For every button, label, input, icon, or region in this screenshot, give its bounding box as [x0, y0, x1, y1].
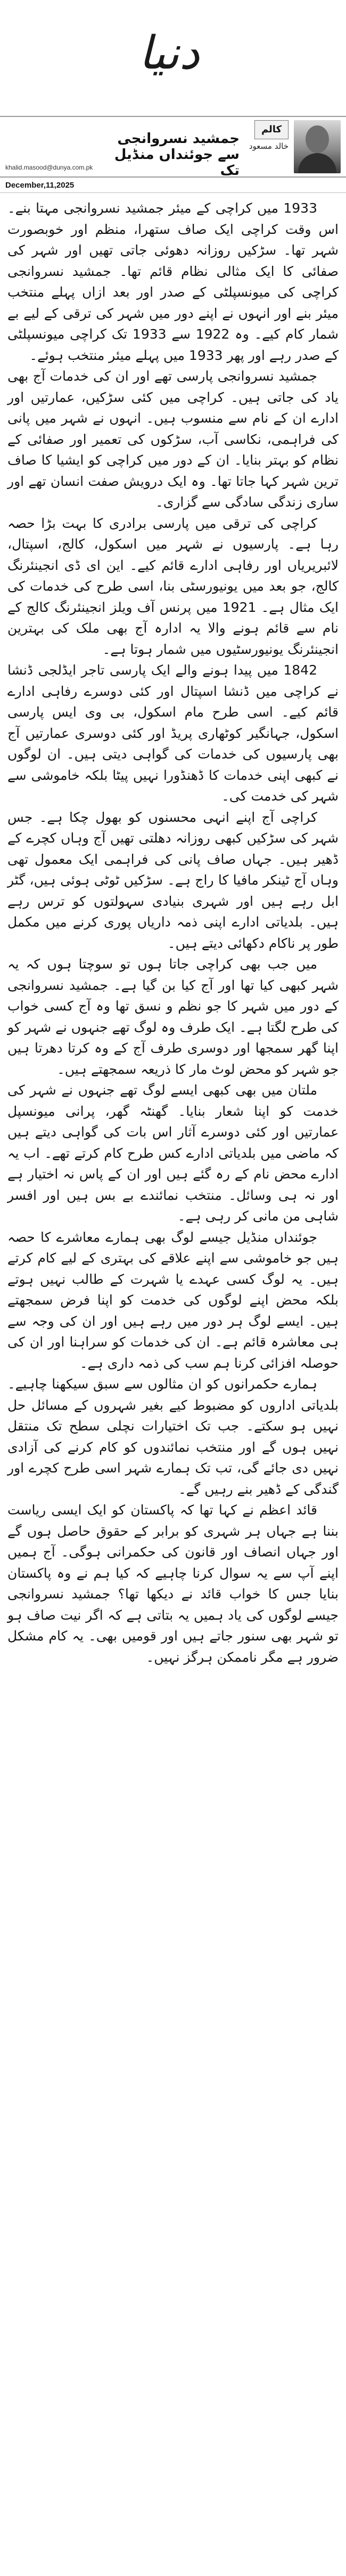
- article-paragraph: ملتان میں بھی کبھی ایسے لوگ تھے جنہوں نے شہر کی خدمت کو اپنا شعار بنایا۔ گھنٹہ گھر، پرانی میونسپل عمارتیں اور کئی دوسرے آثار اس بات کی گواہی دیتے ہیں کہ ماضی میں بلدیاتی ادارے کس طرح کام کرتے تھے۔ اب یہ ادارے محض نام کے رہ گئے ہیں اور ان کے پاس نہ اختیار ہے اور نہ ہی وسائل۔ منتخب نمائندے بے بس ہیں اور افسر شاہی من مانی کر رہی ہے۔: [7, 1082, 339, 1224]
- column-tag: کالم: [254, 120, 289, 139]
- logo-wordmark: دنیا: [136, 27, 210, 80]
- article-paragraph: جمشید نسروانجی پارسی تھے اور ان کی خدمات آج بھی یاد کی جاتی ہیں۔ کراچی میں کئی سڑکیں، عمارتیں اور ادارے ان کے نام سے منسوب ہیں۔ انہوں نے شہر میں پانی کی فراہمی، نکاسی آب، سڑکوں کی تعمیر اور صفائی کے نظام کو بہتر بنایا۔ ان کے دور میں کراچی کو ایشیا کا صاف ترین شہر کہا جاتا تھا۔ وہ ایک درویش صفت انسان تھے اور ساری زندگی سادگی سے گزاری۔: [7, 368, 339, 510]
- article-paragraph: کراچی آج اپنے انہی محسنوں کو بھول چکا ہے۔ جس شہر کی سڑکیں کبھی روزانہ دھلتی تھیں آج وہاں کچرے کے ڈھیر ہیں۔ جہاں صاف پانی کی فراہمی ایک معمول تھی وہاں آج ٹینکر مافیا کا راج ہے۔ سڑکیں ٹوٹی ہوئی ہیں، گٹر ابل رہے ہیں اور شہری بنیادی سہولتوں کو ترس رہے ہیں۔ بلدیاتی ادارے اپنی ذمہ داریاں پوری کرنے میں مکمل طور پر ناکام دکھائی دیتے ہیں۔: [7, 809, 339, 951]
- column-header: [0, 116, 346, 178]
- article-body: [7, 198, 339, 2569]
- newspaper-logo[interactable]: [120, 11, 226, 101]
- publish-date: December,11,2025: [5, 181, 75, 190]
- author-photo: [294, 120, 341, 173]
- article-paragraph: 1933 میں کراچی کے میئر جمشید نسروانجی مہتا بنے۔ اس وقت کراچی ایک صاف ستھرا، منظم اور خوبصورت شہر تھا۔ سڑکیں روزانہ دھوئی جاتی تھیں اور شہر کی صفائی کا ایک مثالی نظام قائم تھا۔ جمشید نسروانجی کراچی کی میونسپلٹی کے صدر اور بعد ازاں پہلے منتخب میئر بنے اور انہوں نے اپنے دور میں شہر کی ترقی کے لیے بے شمار کام کیے۔ وہ 1922 سے 1933 تک کراچی میونسپلٹی کے صدر رہے اور پھر 1933 میں پہلے میئر منتخب ہوئے۔: [7, 200, 339, 363]
- author-name: خالد مسعود: [249, 141, 289, 151]
- article-paragraph: 1842 میں پیدا ہونے والے ایک پارسی تاجر ایڈلجی ڈنشا نے کراچی میں ڈنشا اسپتال اور کئی دوسرے رفاہی ادارے قائم کیے۔ اسی طرح مام اسکول، بی وی ایس پارسی اسکول، جہانگیر کوٹھاری پریڈ اور کئی دوسری عمارتیں آج بھی پارسیوں کی خدمات کی گواہی دیتی ہیں۔ ان لوگوں نے کبھی اپنی خدمات کا ڈھنڈورا نہیں پیٹا بلکہ خاموشی سے شہر کی خدمت کی۔: [7, 662, 339, 804]
- article-paragraph: میں جب بھی کراچی جاتا ہوں تو سوچتا ہوں کہ یہ شہر کبھی کیا تھا اور آج کیا بن گیا ہے۔ جمشید نسروانجی کے دور میں شہر کا جو نظم و نسق تھا وہ آج کسی خواب کی طرح لگتا ہے۔ ایک طرف وہ لوگ تھے جنہوں نے شہر کو اپنا گھر سمجھا اور دوسری طرف آج کے وہ کرتا دھرتا ہیں جو شہر کو محض لوٹ مار کا ذریعہ سمجھتے ہیں۔: [7, 956, 339, 1077]
- article-paragraph: قائد اعظم نے کہا تھا کہ پاکستان کو ایک ایسی ریاست بننا ہے جہاں ہر شہری کو برابر کے حقوق حاصل ہوں گے اور جہاں انصاف اور قانون کی حکمرانی ہوگی۔ آج ہمیں اپنے آپ سے یہ سوال کرنا چاہیے کہ کیا ہم نے وہ پاکستان بنایا جس کا خواب قائد نے دیکھا تھا؟ جمشید نسروانجی جیسے لوگوں کی یاد ہمیں یہ بتاتی ہے کہ اگر نیت صاف ہو تو شہر بھی سنور جاتے ہیں اور قومیں بھی۔ یہ کام مشکل ضرور ہے مگر ناممکن ہرگز نہیں۔: [7, 1502, 339, 1665]
- article-paragraph: کراچی کی ترقی میں پارسی برادری کا بہت بڑا حصہ رہا ہے۔ پارسیوں نے شہر میں اسکول، کالج، اسپتال، لائبریریاں اور رفاہی ادارے قائم کیے۔ این ای ڈی انجینئرنگ کالج، جو بعد میں یونیورسٹی بنا، اسی طرح کی خدمات کی ایک مثال ہے۔ 1921 میں پرنس آف ویلز انجینئرنگ کالج کے نام سے قائم ہونے والا یہ ادارہ آج بھی ملک کی بہترین انجینئرنگ یونیورسٹیوں میں شمار ہوتا ہے۔: [7, 515, 339, 657]
- masthead: [0, 0, 346, 112]
- article-paragraph: ہمارے حکمرانوں کو ان مثالوں سے سبق سیکھنا چاہیے۔ بلدیاتی اداروں کو مضبوط کیے بغیر شہروں کے مسائل حل نہیں ہو سکتے۔ جب تک اختیارات نچلی سطح تک منتقل نہیں ہوں گے اور منتخب نمائندوں کو کام کرنے کی آزادی نہیں دی جائے گی، تب تک ہمارے شہر اسی طرح کچرے اور گندگی کے ڈھیر بنے رہیں گے۔: [7, 1376, 339, 1497]
- article-paragraph: جوئنداں منڈیل جیسے لوگ بھی ہمارے معاشرے کا حصہ ہیں جو خاموشی سے اپنے علاقے کی بہتری کے لیے کام کرتے ہیں۔ یہ لوگ کسی عہدے یا شہرت کے طالب نہیں ہوتے بلکہ محض اپنے لوگوں کی خدمت کو اپنا فرض سمجھتے ہیں۔ ایسے لوگ ہر دور میں رہے ہیں اور ان کی وجہ سے ہی معاشرہ قائم ہے۔ ان کی خدمات کو سراہنا اور ان کی حوصلہ افزائی کرنا ہم سب کی ذمہ داری ہے۔: [7, 1229, 339, 1371]
- dateline: [0, 180, 346, 193]
- column-title: جمشید نسروانجی سے جوئنداں منڈیل تک: [114, 131, 240, 179]
- author-email[interactable]: khalid.masood@dunya.com.pk: [5, 164, 93, 171]
